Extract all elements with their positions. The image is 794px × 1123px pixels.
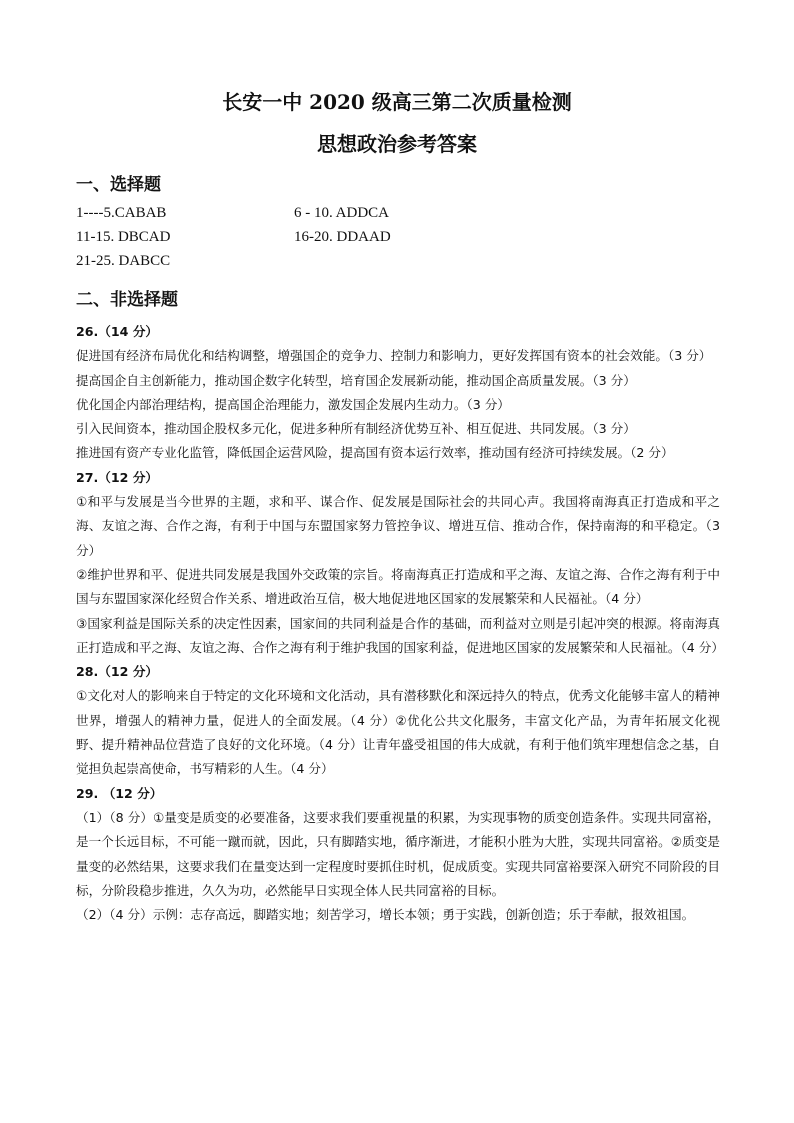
q29-answer-2: （2）（4 分）示例：志存高远，脚踏实地；刻苦学习，增长本领；勇于实践，创新创造；乐于奉献，报效祖国。 [76, 907, 695, 923]
question-28-heading: 28.（12 分） [76, 664, 159, 680]
q26-answer-4: 引入民间资本，推动国企股权多元化，促进多种所有制经济优势互补、相互促进、共同发展。（3 分） [76, 421, 636, 437]
mc-answers-16-20: 16-20. DDAAD [294, 229, 391, 245]
question-27-heading: 27.（12 分） [76, 469, 159, 485]
question-26-heading: 26.（14 分） [76, 324, 159, 339]
mc-answers-11-15: 11-15. DBCAD [76, 229, 171, 245]
section-heading-choice: 一、选择题 [76, 175, 161, 195]
q28-answer-1: ①文化对人的影响来自于特定的文化环境和文化活动，具有潜移默化和深远持久的特点，优秀文化能够丰富人的精神世界，增强人的精神力量，促进人的全面发展。（4 分）②优化公共文化服务，丰富文化产品，为青年拓展文化视野、提升精神品位营造了良好的文化环境。（4 分）让青年盛受祖国的伟大成就，有利于他们筑牢理想信念之基，自觉担负起崇高使命，书写精彩的人生。（4 分） [76, 688, 720, 777]
section-heading-nonchoice: 二、非选择题 [76, 290, 178, 310]
answer-body [76, 320, 724, 927]
q26-answer-3: 优化国企内部治理结构，提高国企治理能力，激发国企发展内生动力。（3 分） [76, 396, 510, 412]
mc-answers-21-25: 21-25. DABCC [76, 253, 171, 269]
question-29-heading: 29. （12 分） [76, 785, 163, 801]
mc-answers-1-5: 1----5.CABAB [76, 205, 167, 221]
q26-answer-5: 推进国有资产专业化监管，降低国企运营风险，提高国有资本运行效率，推动国有经济可持续发展。（2 分） [76, 445, 674, 461]
q26-answer-2: 提高国企自主创新能力，推动国企数字化转型，培育国企发展新动能，推动国企高质量发展。（3 分） [76, 372, 636, 388]
page-subtitle: 思想政治参考答案 [317, 132, 477, 156]
page-title: 长安一中 2020 级高三第二次质量检测 [222, 90, 572, 114]
q27-answer-3: ③国家利益是国际关系的决定性因素，国家间的共同利益是合作的基础，而利益对立则是引起冲突的根源。将南海真正打造成和平之海、友谊之海、合作之海有利于维护我国的国家利益，促进地区国家的发展繁荣和人民福祉。（4 分） [76, 615, 724, 655]
q27-answer-2: ②维护世界和平、促进共同发展是我国外交政策的宗旨。将南海真正打造成和平之海、友谊之海、合作之海有利于中国与东盟国家深化经贸合作关系、增进政治互信，极大地促进地区国家的发展繁荣和人民福祉。（4 分） [76, 566, 720, 607]
mc-answers-6-10: 6 - 10. ADDCA [294, 205, 390, 221]
q27-answer-1: ①和平与发展是当今世界的主题，求和平、谋合作、促发展是国际社会的共同心声。我国将南海真正打造成和平之海、友谊之海、合作之海，有利于中国与东盟国家努力管控争议、增进互信、推动合作，保持南海的和平稳定。（3 分） [76, 494, 720, 558]
q26-answer-1: 促进国有经济布局优化和结构调整，增强国企的竞争力、控制力和影响力，更好发挥国有资本的社会效能。（3 分） [76, 348, 712, 364]
q29-answer-1: （1）（8 分）①量变是质变的必要准备，这要求我们要重视量的积累，为实现事物的质变创造条件。实现共同富裕，是一个长远目标，不可能一蹴而就，因此，只有脚踏实地，循序渐进，才能积小胜为大胜，实现共同富裕。②质变是量变的必然结果，这要求我们在量变达到一定程度时要抓住时机，促成质变。实现共同富裕要深入研究不同阶段的目标，分阶段稳步推进，久久为功，必然能早日实现全体人民共同富裕的目标。 [76, 809, 720, 898]
